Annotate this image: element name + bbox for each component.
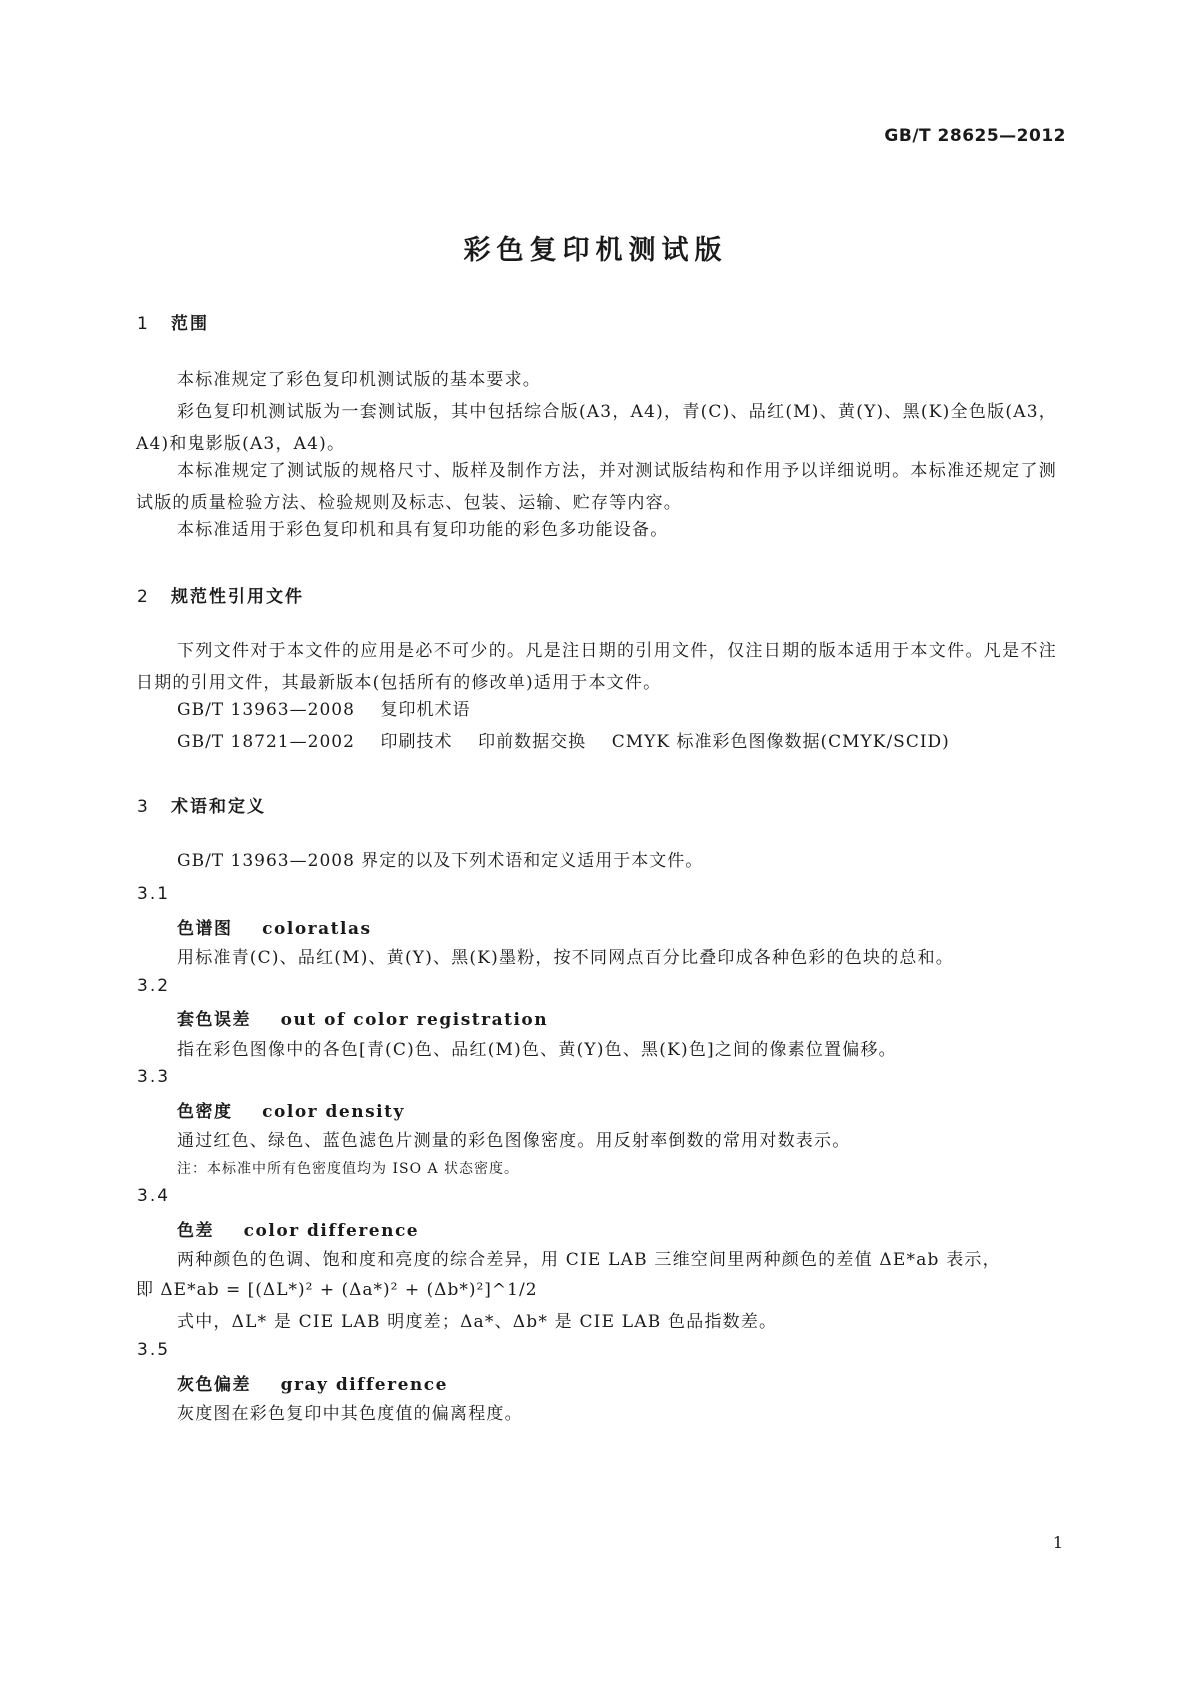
paragraph: 彩色复印机测试版为一套测试版，其中包括综合版(A3，A4)，青(C)、品红(M)、黄(Y)、黑(K)全色版(A3，A4)和鬼影版(A3，A4)。 — [136, 402, 1057, 454]
term-definition: 灰度图在彩色复印中其色度值的偏离程度。 — [177, 1404, 523, 1424]
term-title: 灰色偏差 gray difference — [177, 1375, 448, 1395]
term-definition: 通过红色、绿色、蓝色滤色片测量的彩色图像密度。用反射率倒数的常用对数表示。 — [177, 1131, 851, 1151]
formula-explanation: 式中，ΔL* 是 CIE LAB 明度差；Δa*、Δb* 是 CIE LAB 色品指数差。 — [177, 1312, 778, 1332]
reference-item: GB/T 13963—2008 复印机术语 — [177, 700, 471, 720]
page-number: 1 — [1052, 1533, 1063, 1552]
term-number: 3.1 — [137, 884, 171, 904]
section-3-heading — [137, 792, 266, 817]
section-number: 2 — [137, 587, 150, 607]
section-title: 规范性引用文件 — [171, 587, 304, 607]
section-number: 3 — [137, 797, 150, 817]
section-number: 1 — [137, 314, 150, 334]
term-definition: 指在彩色图像中的各色[青(C)色、品红(M)色、黄(Y)色、黑(K)色]之间的像素位置偏移。 — [177, 1040, 897, 1060]
section-2-heading — [137, 582, 304, 607]
term-title: 色差 color difference — [177, 1221, 420, 1241]
paragraph: 本标准规定了彩色复印机测试版的基本要求。 — [177, 370, 541, 390]
reference-item: GB/T 18721—2002 印刷技术 印前数据交换 CMYK 标准彩色图像数据(CMYK/SCID) — [177, 732, 950, 752]
standard-number: GB/T 28625—2012 — [884, 126, 1066, 146]
term-note: 注：本标准中所有色密度值均为 ISO A 状态密度。 — [177, 1161, 520, 1177]
section-1-heading — [137, 309, 209, 334]
paragraph: GB/T 13963—2008 界定的以及下列术语和定义适用于本文件。 — [177, 851, 704, 871]
paragraph: 下列文件对于本文件的应用是必不可少的。凡是注日期的引用文件，仅注日期的版本适用于本文件。凡是不注日期的引用文件，其最新版本(包括所有的修改单)适用于本文件。 — [136, 641, 1057, 693]
term-number: 3.2 — [137, 976, 171, 996]
term-number: 3.3 — [137, 1067, 171, 1087]
paragraph: 本标准适用于彩色复印机和具有复印功能的彩色多功能设备。 — [177, 520, 669, 540]
term-title: 色谱图 coloratlas — [177, 919, 372, 939]
formula: 即 ΔE*ab = [(ΔL*)² + (Δa*)² + (Δb*)²]^1/2 — [136, 1280, 538, 1300]
term-number: 3.5 — [137, 1340, 171, 1360]
paragraph: 本标准规定了测试版的规格尺寸、版样及制作方法，并对测试版结构和作用予以详细说明。本标准还规定了测试版的质量检验方法、检验规则及标志、包装、运输、贮存等内容。 — [136, 461, 1057, 513]
term-title: 套色误差 out of color registration — [177, 1010, 549, 1030]
term-definition: 用标准青(C)、品红(M)、黄(Y)、黑(K)墨粉，按不同网点百分比叠印成各种色彩的色块的总和。 — [177, 948, 954, 968]
page-title: 彩色复印机测试版 — [463, 235, 728, 266]
term-number: 3.4 — [137, 1186, 171, 1206]
term-title: 色密度 color density — [177, 1102, 405, 1122]
section-title: 范围 — [171, 314, 209, 334]
section-title: 术语和定义 — [171, 797, 266, 817]
term-definition: 两种颜色的色调、饱和度和亮度的综合差异，用 CIE LAB 三维空间里两种颜色的差值 ΔE*ab 表示， — [177, 1250, 1001, 1270]
